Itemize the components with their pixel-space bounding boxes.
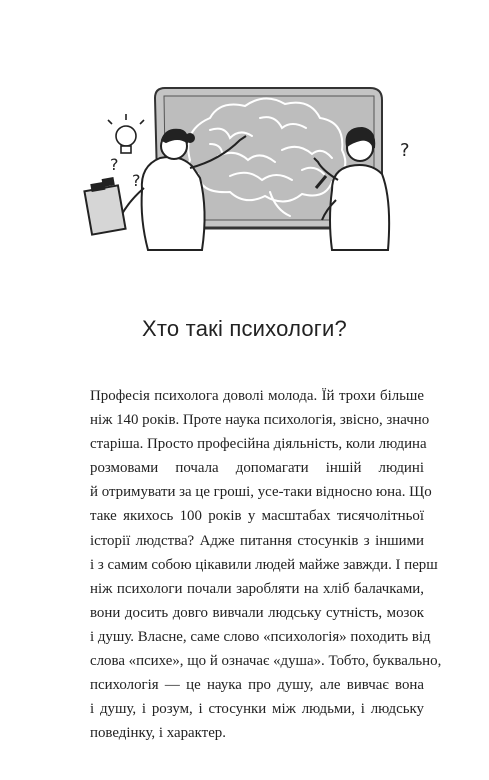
paragraph-line: й отримувати за це гроші, усе-таки відносно юна. Що (90, 484, 432, 501)
paragraph-line: і душу, і розум, і стосунки між людьми, і людську (90, 701, 424, 718)
question-mark-left-lower: ? (132, 171, 141, 190)
body-paragraph (90, 384, 442, 745)
paragraph-line-last: поведінку, і характер. (90, 725, 226, 742)
paragraph-line: ніж психологи почали заробляти на хліб балачками, (90, 580, 424, 597)
paragraph-line: психологія — це наука про душу, але вивчає вона (90, 677, 424, 694)
lightbulb-icon (108, 114, 144, 153)
paragraph-line: ніж 140 років. Проте наука психологія, звісно, значно (90, 412, 430, 429)
paragraph-line: Професія психолога доволі молода. Їй трохи більше (90, 388, 424, 404)
chapter-title: Хто такі психологи? (142, 316, 347, 341)
paragraph-line: таке якихось 100 років у масштабах тисячолітньої (90, 508, 424, 525)
paragraph-line: розмовами почала допомагати іншій людині (90, 460, 424, 477)
paragraph-line: і з самим собою цікавили людей майже завжди. І перш (90, 556, 438, 573)
question-mark-left-upper: ? (110, 155, 119, 174)
paragraph-line: старіша. Просто професійна діяльність, коли людина (90, 436, 427, 453)
paragraph-line: історії людства? Адже питання стосунків з іншими (90, 532, 424, 549)
paragraph-line: і душу. Власне, саме слово «психологія» походить від (90, 628, 431, 645)
paragraph-line: вони досить довго вивчали людську сутність, мозок (90, 604, 424, 621)
psychologists-illustration (70, 70, 420, 270)
question-mark-right: ? (400, 140, 410, 161)
paragraph-line: слова «психе», що й означає «душа». Тобто, буквально, (90, 653, 442, 670)
